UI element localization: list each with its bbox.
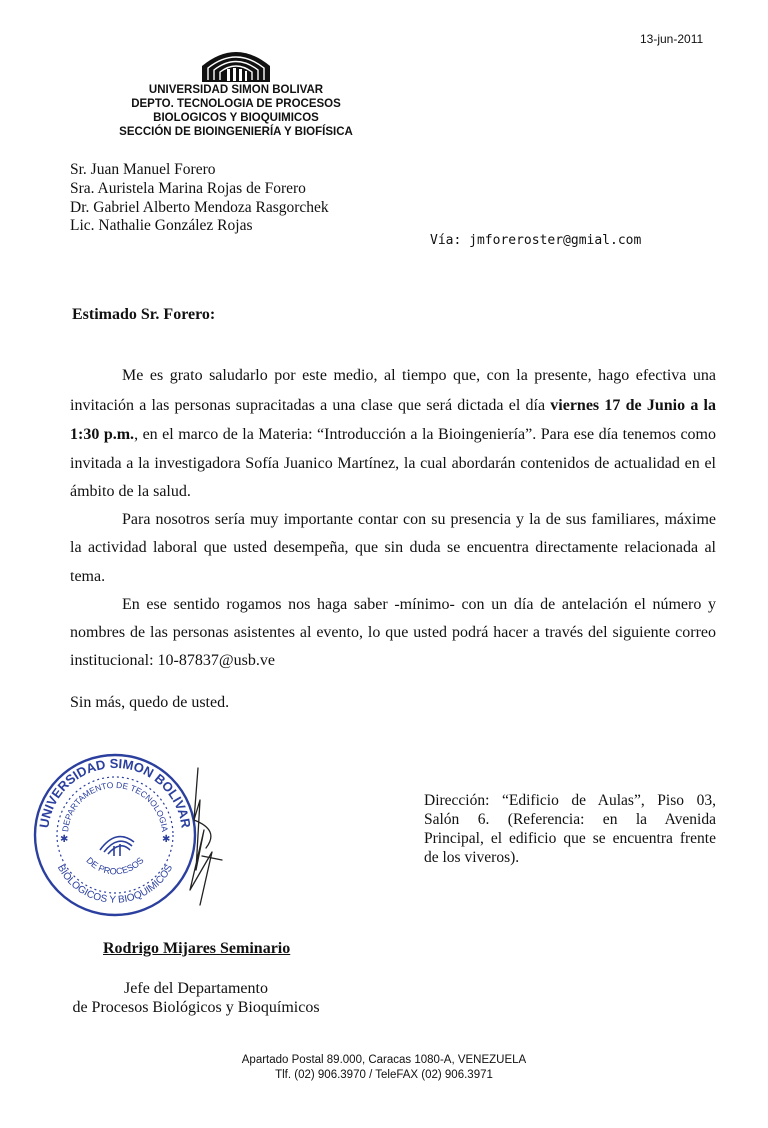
paragraph-line: la actividad laboral que usted desempeña, que sin duda se encuentra directamente relacionada al xyxy=(70,539,716,556)
paragraph-line: tema. xyxy=(70,568,106,585)
letter-date: 13-jun-2011 xyxy=(640,32,704,46)
stamp-outer-bottom: BIOLOGICOS Y BIOQUIMICOS xyxy=(54,863,176,906)
letterhead-department-cont: BIOLOGICOS Y BIOQUIMICOS xyxy=(153,112,319,124)
paragraph-line: institucional: 10-87837@usb.ve xyxy=(70,652,275,669)
footer-phone: Tlf. (02) 906.3970 / TeleFAX (02) 906.3971 xyxy=(275,1069,493,1081)
recipient-line: Dr. Gabriel Alberto Mendoza Rasgorchek xyxy=(70,199,329,216)
recipient-line: Sr. Juan Manuel Forero xyxy=(70,161,216,178)
address-line: Principal, el edificio que se encuentra frente xyxy=(424,830,716,847)
event-time-bold: 1:30 p.m. xyxy=(70,426,135,443)
signer-role: Jefe del Departamento xyxy=(124,980,268,997)
via-email: Vía: jmforeroster@gmial.com xyxy=(430,233,642,248)
signer-name: Rodrigo Mijares Seminario xyxy=(103,940,291,957)
usb-building-icon xyxy=(200,44,272,84)
paragraph-line: Me es grato saludarlo por este medio, al tiempo que, con la presente, hago efectiva una xyxy=(122,367,716,384)
paragraph-line: invitada a la investigadora Sofía Juanico Martínez, la cual abordarán contenidos de actualidad en el xyxy=(70,455,716,472)
address-line: Dirección: “Edificio de Aulas”, Piso 03, xyxy=(424,792,716,809)
letterhead-department: DEPTO. TECNOLOGIA DE PROCESOS xyxy=(131,98,341,110)
paragraph-text: invitación a las personas supracitadas a una clase que será dictada el día xyxy=(70,397,551,414)
stamp-building-icon xyxy=(100,837,134,856)
address-line: de los viveros). xyxy=(424,849,520,866)
paragraph-line: nombres de las personas asistentes al evento, lo que usted podrá hacer a través del siguiente correo xyxy=(70,624,716,641)
address-line: Salón 6. (Referencia: en la Avenida xyxy=(424,811,716,828)
handwritten-signature xyxy=(170,760,230,910)
paragraph-line xyxy=(70,396,716,416)
footer-address: Apartado Postal 89.000, Caracas 1080-A, VENEZUELA xyxy=(241,1054,527,1066)
stamp-outer-top: UNIVERSIDAD SIMON BOLIVAR xyxy=(36,755,194,829)
paragraph-line xyxy=(70,425,716,445)
paragraph-line: ámbito de la salud. xyxy=(70,483,191,500)
paragraph-line: Para nosotros sería muy importante contar con su presencia y la de sus familiares, máxime xyxy=(122,511,716,528)
recipient-line: Lic. Nathalie González Rojas xyxy=(70,217,253,234)
star-icon: ✱ xyxy=(60,834,69,845)
paragraph-line: En ese sentido rogamos nos haga saber -mínimo- con un día de antelación el número y xyxy=(122,596,716,613)
signer-department: de Procesos Biológicos y Bioquímicos xyxy=(72,999,320,1016)
event-date-bold: viernes 17 de Junio a la xyxy=(550,397,717,414)
paragraph-text: , en el marco de la Materia: “Introducción a la Bioingeniería”. Para ese día tenemos como xyxy=(134,426,716,443)
letterhead-university: UNIVERSIDAD SIMON BOLIVAR xyxy=(148,84,324,96)
stamp-inner-bottom: DE PROCESOS xyxy=(84,855,146,877)
recipient-line: Sra. Auristela Marina Rojas de Forero xyxy=(70,180,306,197)
stamp-inner-top: DEPARTAMENTO DE TECNOLOGIA xyxy=(60,779,170,833)
letterhead-section: SECCIÓN DE BIOINGENIERÍA Y BIOFÍSICA xyxy=(119,126,353,138)
salutation: Estimado Sr. Forero: xyxy=(72,306,216,323)
star-icon: ✱ xyxy=(162,834,171,845)
closing: Sin más, quedo de usted. xyxy=(70,694,230,711)
